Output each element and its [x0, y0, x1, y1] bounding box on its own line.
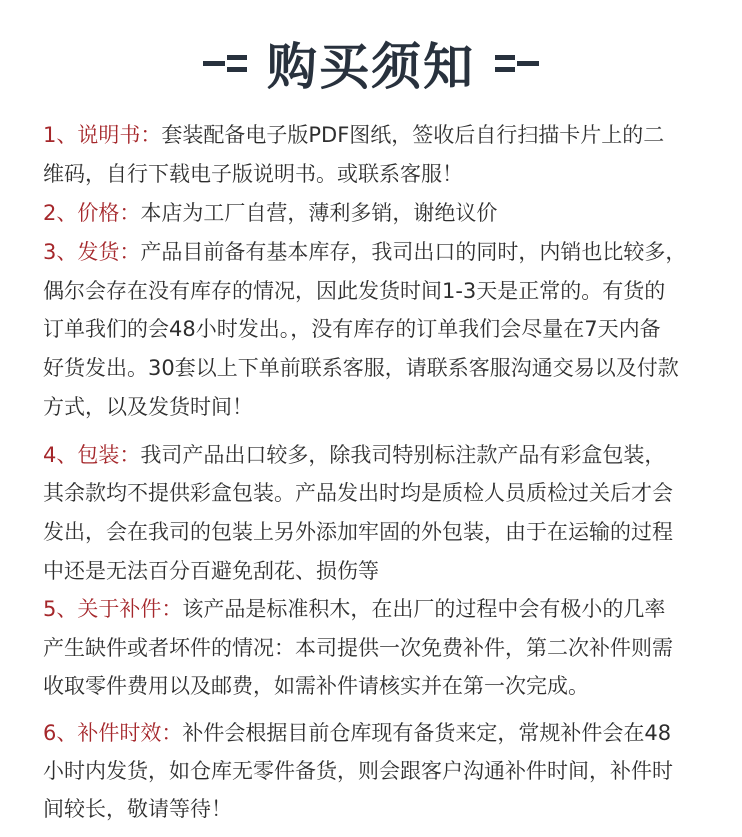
item-5-line: 收取零件费用以及邮费，如需补件请核实并在第一次完成。	[43, 674, 589, 698]
item-4-line: 中还是无法百分百避免刮花、损伤等	[43, 559, 379, 583]
item-6-line: 间较长，敬请等待！	[43, 797, 232, 821]
item-3-line: 订单我们的会48小时发出。，没有库存的订单我们会尽量在7天内备	[43, 317, 661, 341]
item-2-line	[43, 199, 497, 227]
item-6-line	[43, 719, 671, 747]
page-header	[0, 28, 742, 98]
item-4-line	[43, 441, 665, 469]
item-text: 补件会根据目前仓库现有备货来定，常规补件会在48	[182, 721, 672, 745]
item-label: 4、包装：	[43, 443, 141, 467]
item-text: 本店为工厂自营，薄利多销，谢绝议价	[140, 201, 498, 225]
title-left-decoration-icon	[203, 51, 253, 75]
item-4-line: 发出，会在我司的包装上另外添加牢固的外包装，由于在运输的过程	[43, 520, 673, 544]
item-label: 6、补件时效：	[43, 721, 183, 745]
item-text: 我司产品出口较多，除我司特别标注款产品有彩盒包装，	[140, 443, 666, 467]
item-label: 2、价格：	[43, 201, 141, 225]
item-3-line	[43, 238, 686, 266]
item-3-line: 好货发出。30套以上下单前联系客服，请联系客服沟通交易以及付款	[43, 356, 679, 380]
title-right-decoration-icon	[489, 51, 539, 75]
item-4-line: 其余款均不提供彩盒包装。产品发出时均是质检人员质检过关后才会	[43, 481, 673, 505]
item-5-line	[43, 595, 665, 623]
item-1-line	[43, 121, 664, 149]
item-text: 套装配备电子版PDF图纸，签收后自行扫描卡片上的二	[161, 123, 665, 147]
item-3-line: 偶尔会存在没有库存的情况，因此发货时间1-3天是正常的。有货的	[43, 279, 666, 303]
item-label: 5、关于补件：	[43, 597, 183, 621]
item-1-line: 维码，自行下载电子版说明书。或联系客服！	[43, 162, 463, 186]
item-text: 该产品是标准积木，在出厂的过程中会有极小的几率	[182, 597, 666, 621]
item-label: 3、发货：	[43, 240, 141, 264]
page-title: 购买须知	[267, 38, 475, 96]
item-6-line: 小时内发货，如仓库无零件备货，则会跟客户沟通补件时间，补件时	[43, 759, 673, 783]
item-5-line: 产生缺件或者坏件的情况：本司提供一次免费补件，第二次补件则需	[43, 636, 673, 660]
item-text: 产品目前备有基本库存，我司出口的同时，内销也比较多，	[140, 240, 687, 264]
item-3-line: 方式，以及发货时间！	[43, 395, 253, 419]
item-label: 1、说明书：	[43, 123, 162, 147]
